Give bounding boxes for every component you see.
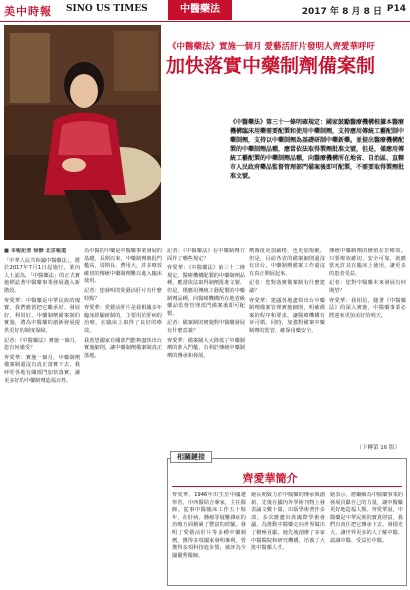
article-paragraph: 記者：您對中醫藥未來發展有何期望？ [329, 280, 406, 294]
section-tab: 中醫藥法 [168, 0, 232, 20]
article-paragraph: 記者：您發明的愛藝活肝片有什麼特點？ [84, 287, 162, 302]
profile-title-rule [172, 486, 402, 487]
profile-column-2 [251, 492, 325, 582]
article-paragraph: 齊愛華：實施一個月，中藥制劑備案制還沒有真正落實下去，我呼吁各地有關部門加快落實，讓更多好的中藥制劑造福百姓。 [4, 354, 80, 384]
article-column-4 [249, 248, 325, 444]
article-paragraph: 齊愛華：備案制大大降低了中藥制劑的准入門檻，有利於傳統中藥制劑的傳承和發展。 [167, 337, 245, 359]
profile-title: 齊愛華簡介 [242, 472, 298, 485]
article-column-1 [4, 248, 80, 448]
article-paragraph: 齊愛華：中醫藥是中華民族的瑰寶，我們應當把它繼承好、發展好、利用好。中藥制劑備案制的實施，將為中醫藥的創新發展提供更好的制度保障。 [4, 297, 80, 334]
profile-paragraph: 她表示，將繼續為中醫藥事業的發展貢獻自己的力量，讓中醫藥更好地造福人類。齊愛華說，中醫藥是中華民族的寶貴財富，我們有責任把它傳承下去、發揚光大，讓世界更多的人了解中醫、認識中醫、受益於中醫。 [330, 492, 403, 544]
newspaper-logo: 美中時報 [4, 5, 52, 18]
article-paragraph: 記者：備案制的實施對中醫藥發展有什麼意義？ [167, 320, 245, 334]
pull-quote: 《中醫藥法》第三十一條明確規定：國家鼓勵醫療機構根據本醫療機構臨床用藥需要配製和使用中藥制劑，支持應用傳統工藝配制中藥制劑，支持以中藥制劑為基礎研制中藥新藥。並提出醫療機構配製的中藥制劑品種，應當依法取得製劑批准文號，但是，僅應用傳統工藝配製的中藥制劑品種，向醫療機構所在地省、自治區、直轄市人民政府藥品監督管理部門備案後即可配製，不需要取得製劑批准文號。 [230, 119, 405, 180]
article-column-5 [329, 248, 406, 438]
article-kicker: 《中醫藥法》實施一個月 愛藝活肝片發明人齊愛華呼吁 [168, 42, 375, 52]
article-paragraph: 齊愛華：我相信，隨著《中醫藥法》的深入實施，中醫藥事業必將迎來更加美好的明天。 [329, 297, 406, 319]
article-paragraph: 為中醫的中藥是中醫藥事業發展的基礎。長期以來，中藥制劑審批門檻高、周期長、費用大，許多療效確切的傳統中藥制劑難以進入臨床使用。 [84, 248, 162, 285]
article-column-2 [84, 248, 162, 578]
profile-column-3 [330, 492, 403, 582]
masthead-rule [0, 21, 410, 22]
profile-paragraph: 齊愛華，1946年出生於中國遼寧省，中西醫結合專家，主任醫師。從事中醫臨床工作五十餘年，在肝病、腫瘤等疑難雜症的治療方面積累了豐富的經驗。發明了愛藝活肝片等多種中藥制劑，獲得多項國家發明專利。曾獲得多項科技進步獎，被評為全國優秀醫師。 [172, 492, 246, 559]
article-paragraph: 劑審批更加嚴格，也更加規範。但是，目前各省的備案細則還沒有出台，中藥制劑備案工作還沒有真正開展起來。 [249, 248, 325, 277]
profile-paragraph: 她長期致力於中醫藥的傳承與創新，先後在國內外學術刊物上發表論文數十篇，出版學術著作多部。多次應邀出席國際學術會議，為推動中醫藥走向世界做出了積極貢獻。她先後創辦了多家中醫醫院和研究機構，培養了大批中醫藥人才。 [251, 492, 325, 552]
article-paragraph: 「中華人民共和國中醫藥法」，將於2017年7月1日起施行。業內人士認為，「中醫藥法」的正式實施標誌著中醫藥事業發展邁入新階段。 [4, 257, 80, 294]
article-paragraph: 齊愛華：建議各地盡快出台中藥制劑備案管理實施細則，明確備案的程序和要求，讓醫療機構有章可循。同時，加強對備案中藥制劑的監管，確保用藥安全。 [249, 297, 325, 334]
profile-column-1 [172, 492, 246, 582]
article-paragraph: 傳統中藥制劑的價值在於療效。只要療效確切、安全可靠，就應當允許其在臨床上使用，讓更多的患者受益。 [329, 248, 406, 277]
article-paragraph: 記者：您對落實備案制有什麼建議？ [249, 280, 325, 294]
article-paragraph: 記者：《中醫藥法》實施一個月，您有何感受？ [4, 337, 80, 352]
page-number: P14 [386, 4, 406, 14]
portrait-photo [4, 25, 161, 240]
dateline: 2017 年 8 月 8 日 [301, 7, 382, 17]
continued-notice: （下轉第 16 版） [356, 445, 400, 451]
related-links-tab: 相關鏈接 [170, 451, 212, 463]
article-paragraph: 記者：《中醫藥法》在中藥制劑方面作了哪些規定？ [167, 248, 245, 262]
article-byline: ■ 本報記者 徐靜 北京報道 [4, 248, 67, 254]
article-paragraph: 齊愛華：《中醫藥法》第三十二條規定，醫療機構配製的中藥制劑品種，應當依法取得制劑批准文號。但是，僅應用傳統工藝配製的中藥制劑品種，向醫療機構所在地省級藥品監督管理部門備案後即可配製。 [167, 265, 245, 317]
article-headline: 加快落實中藥制劑備案制 [166, 55, 376, 77]
masthead [0, 0, 410, 20]
article-paragraph: 我希望國家有關部門能夠盡快出台實施細則，讓中藥制劑備案制真正落地。 [84, 337, 162, 359]
article-paragraph: 齊愛華：愛藝活肝片是我根據多年臨床經驗研制的，主要用於肝病的治療，在臨床上取得了良好的療效。 [84, 305, 162, 334]
newspaper-english-name: SINO US TIMES [66, 4, 148, 14]
article-column-3 [167, 248, 245, 444]
